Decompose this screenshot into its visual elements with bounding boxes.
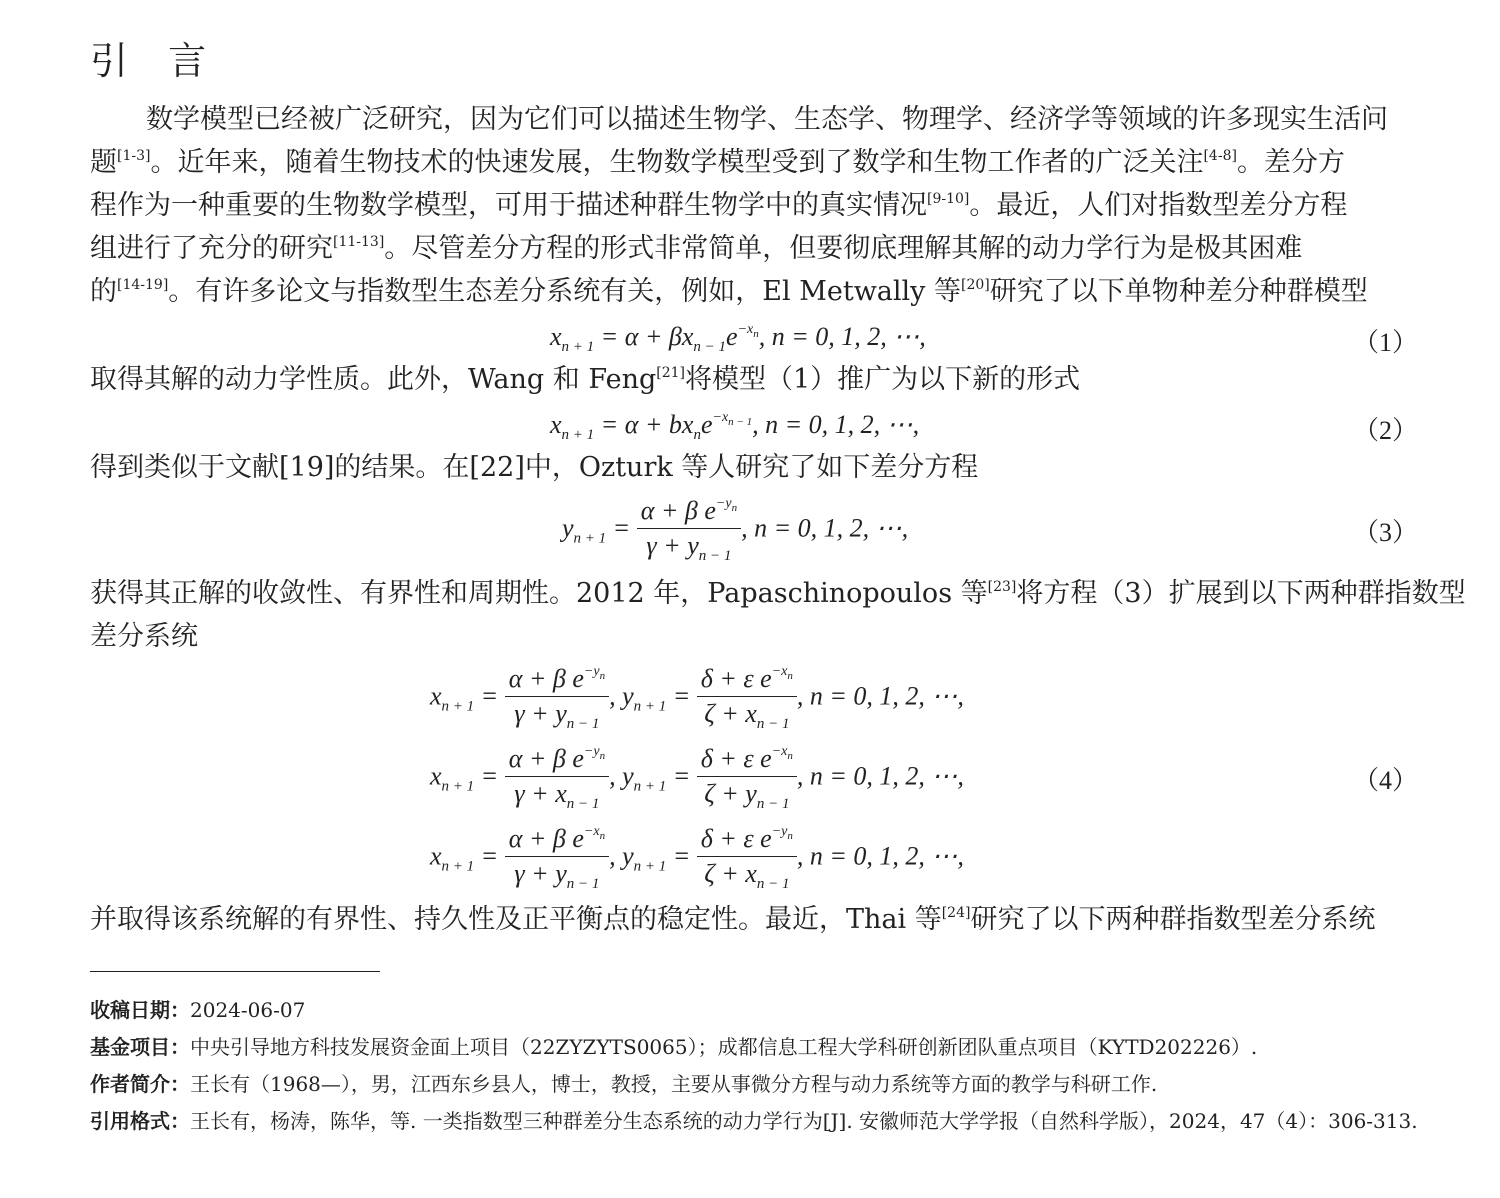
math-expr: α + β e (640, 496, 716, 525)
fraction-numerator (505, 824, 609, 857)
math-expr: γ + y (514, 699, 567, 728)
fraction-denominator (637, 529, 741, 565)
text-span: 获得其正解的收敛性、有界性和周期性。2012 年，Papaschinopoulos 等 (90, 578, 988, 609)
text-line (90, 98, 1418, 141)
math-symbol: y (622, 841, 634, 871)
text-span: 数学模型已经被广泛研究，因为它们可以描述生物学、生态学、物理学、经济学等领域的许多现实生活问 (146, 104, 1388, 135)
text-line: 差分系统 (90, 621, 198, 652)
math-subscript: n − 1 (756, 796, 790, 812)
text-line (90, 270, 1418, 313)
equation-row (430, 744, 964, 813)
math-expr: , (609, 681, 623, 711)
text-span: 的 (90, 276, 117, 307)
footnote-divider (90, 971, 380, 972)
math-expr: = (474, 681, 505, 711)
math-symbol: x (430, 841, 442, 871)
text-span: 。有许多论文与指数型生态差分系统有关，例如，El Metwally 等 (168, 276, 962, 307)
fraction (637, 496, 741, 565)
equation-body (562, 496, 908, 565)
fraction-denominator (505, 777, 609, 813)
text-line (90, 898, 1418, 941)
citation[interactable]: [9-10] (927, 191, 970, 207)
equation-body (550, 410, 919, 444)
footnote-text: 中央引导地方科技发展资金面上项目（22ZYZYTS0065）；成都信息工程大学科研创新团队重点项目（KYTD202226）. (190, 1035, 1258, 1059)
fraction-numerator (505, 744, 609, 777)
math-subscript: n (599, 670, 606, 682)
equation-number: （4） (1352, 766, 1418, 795)
equation-2 (90, 402, 1418, 450)
math-expr: = α + βx (594, 322, 694, 351)
math-subscript: n + 1 (561, 339, 595, 355)
math-subscript: n + 1 (561, 427, 595, 443)
equation-row (430, 824, 964, 893)
text-span: 。尽管差分方程的形式非常简单，但要彻底理解其解的动力学行为是极其困难 (384, 233, 1303, 264)
text-span: 将方程（3）扩展到以下两种群指数型 (1016, 578, 1466, 609)
footnote-label: 收稿日期： (90, 998, 190, 1022)
math-subscript: n + 1 (573, 530, 607, 547)
math-expr: γ + y (646, 531, 699, 560)
fraction-numerator (697, 664, 797, 697)
equation-3 (90, 494, 1418, 566)
text-span: 将模型（1）推广为以下新的形式 (685, 364, 1081, 395)
footnote-text: 2024-06-07 (190, 998, 306, 1022)
math-symbol: e (726, 322, 738, 351)
footnote-funding (90, 1031, 1257, 1060)
math-subscript: n + 1 (441, 858, 475, 875)
fraction-denominator (505, 857, 609, 893)
math-subscript: n − 1 (566, 796, 600, 812)
math-subscript: n − 1 (756, 876, 790, 892)
footnote-text: 王长有，杨涛，陈华，等. 一类指数型三种群差分生态系统的动力学行为[J]. 安徽师范大学学报（自然科学版），2024，47（4）：306-313. (190, 1109, 1418, 1133)
math-symbol: x (550, 410, 562, 439)
text-span: 取得其解的动力学性质。此外，Wang 和 Feng (90, 364, 657, 395)
fraction-denominator (505, 697, 609, 733)
math-subscript: n − 1 (566, 716, 600, 732)
text-line (90, 358, 1418, 401)
text-block (90, 446, 1418, 489)
fraction-denominator (697, 777, 797, 813)
math-subscript: n + 1 (633, 698, 667, 715)
math-subscript: n + 1 (633, 858, 667, 875)
math-expr: = (666, 841, 697, 871)
citation[interactable]: [20] (961, 277, 990, 293)
text-span: 。最近，人们对指数型差分方程 (969, 190, 1348, 221)
equation-number: （3） (1352, 518, 1418, 547)
fraction (697, 824, 797, 893)
footnote-label: 作者简介： (90, 1072, 190, 1096)
footnote-received (90, 994, 305, 1023)
equation-row (430, 664, 964, 733)
math-expr: , n = 0, 1, 2, ⋯, (752, 410, 920, 439)
math-subscript: n − 1 (728, 416, 753, 428)
math-expr: , (609, 841, 623, 871)
math-subscript: n + 1 (441, 778, 475, 795)
math-subscript: n (731, 502, 738, 514)
text-span: 。近年来，随着生物技术的快速发展，生物数学模型受到了数学和生物工作者的广泛关注 (150, 147, 1204, 178)
footnote-label: 引用格式： (90, 1109, 190, 1133)
text-block (90, 898, 1418, 941)
math-subscript: n + 1 (441, 698, 475, 715)
text-span: 程作为一种重要的生物数学模型，可用于描述种群生物学中的真实情况 (90, 190, 927, 221)
footnote-text: 王长有（1968—），男，江西东乡县人，博士，教授，主要从事微分方程与动力系统等方面的教学与科研工作. (190, 1072, 1158, 1096)
math-expr: δ + ε e (700, 744, 772, 773)
math-expr: ζ + x (704, 859, 757, 888)
footnote-label: 基金项目： (90, 1035, 190, 1059)
math-symbol: x (430, 681, 442, 711)
math-symbol: x (430, 761, 442, 791)
text-line (90, 141, 1418, 184)
fraction-numerator (637, 496, 741, 529)
math-expr: δ + ε e (700, 664, 772, 693)
text-span: 组进行了充分的研究 (90, 233, 333, 264)
math-symbol: e (700, 410, 713, 439)
math-exponent: −x (583, 824, 600, 839)
math-expr: = α + bx (594, 410, 694, 439)
math-expr: , n = 0, 1, 2, ⋯, (758, 322, 926, 351)
math-expr: , n = 0, 1, 2, ⋯, (796, 841, 964, 871)
math-subscript: n (787, 830, 793, 842)
math-symbol: x (550, 322, 562, 351)
citation[interactable]: [24] (941, 905, 971, 921)
math-expr: α + β e (508, 744, 584, 773)
equation-1 (90, 314, 1418, 362)
math-expr: ζ + x (704, 699, 757, 728)
text-block (90, 358, 1418, 401)
math-subscript: n (753, 328, 759, 340)
math-expr: , n = 0, 1, 2, ⋯, (741, 513, 909, 543)
math-expr: δ + ε e (700, 824, 772, 853)
math-exponent: −x (737, 322, 754, 337)
text-line (90, 572, 1466, 615)
math-expr: = (612, 513, 637, 543)
citation[interactable]: [11-13] (333, 234, 385, 250)
footnote-author (90, 1068, 1157, 1097)
citation[interactable]: [14-19] (117, 277, 169, 293)
math-expr: = (474, 841, 505, 871)
math-symbol: y (622, 761, 634, 791)
math-expr: , n = 0, 1, 2, ⋯, (796, 681, 964, 711)
section-heading: 引 言 (90, 39, 221, 83)
fraction (697, 744, 797, 813)
math-exponent: −y (771, 824, 788, 839)
fraction (505, 664, 609, 733)
math-expr: γ + y (514, 859, 567, 888)
text-span: 并取得该系统解的有界性、持久性及正平衡点的稳定性。最近，Thai 等 (90, 904, 942, 935)
text-span: 研究了以下单物种差分种群模型 (989, 276, 1368, 307)
math-expr: ζ + y (704, 779, 757, 808)
math-exponent: −y (715, 496, 732, 511)
fraction-numerator (697, 824, 797, 857)
math-subscript: n (599, 750, 606, 762)
math-subscript: n − 1 (756, 716, 790, 732)
text-block (90, 572, 1466, 658)
text-line (90, 184, 1418, 227)
math-subscript: n + 1 (633, 778, 667, 795)
math-subscript: n (787, 750, 793, 762)
math-subscript: n (787, 670, 793, 682)
math-symbol: y (622, 681, 634, 711)
math-subscript: n − 1 (693, 339, 727, 355)
text-span: 。差分方 (1236, 147, 1345, 178)
math-exponent: −x (771, 744, 788, 759)
math-exponent: −y (583, 744, 600, 759)
math-expr: , (609, 761, 623, 791)
text-line: 得到类似于文献[19]的结果。在[22]中，Ozturk 等人研究了如下差分方程 (90, 452, 979, 483)
math-expr: γ + x (514, 779, 567, 808)
fraction-numerator (505, 664, 609, 697)
math-expr: = (666, 761, 697, 791)
footnote-citation (90, 1105, 1418, 1134)
fraction-denominator (697, 697, 797, 733)
fraction (697, 664, 797, 733)
math-exponent: −y (583, 664, 600, 679)
equation-number: （2） (1352, 416, 1418, 445)
citation[interactable]: [23] (987, 579, 1017, 595)
math-expr: α + β e (508, 824, 584, 853)
math-subscript: n (599, 830, 606, 842)
math-symbol: y (562, 513, 574, 543)
math-expr: α + β e (508, 664, 584, 693)
fraction-numerator (697, 744, 797, 777)
equation-number: （1） (1352, 328, 1418, 357)
text-span: 题 (90, 147, 117, 178)
text-line (90, 227, 1418, 270)
fraction-denominator (697, 857, 797, 893)
text-span: 研究了以下两种群指数型差分系统 (970, 904, 1376, 935)
citation[interactable]: [21] (656, 365, 685, 381)
fraction (505, 744, 609, 813)
math-subscript: n − 1 (698, 548, 732, 564)
math-subscript: n − 1 (566, 876, 600, 892)
math-subscript: n (693, 427, 701, 443)
intro-paragraph (90, 98, 1418, 313)
math-expr: = (474, 761, 505, 791)
fraction (505, 824, 609, 893)
math-expr: , n = 0, 1, 2, ⋯, (796, 761, 964, 791)
citation[interactable]: [1-3] (117, 148, 151, 164)
math-exponent: −x (771, 664, 788, 679)
math-expr: = (666, 681, 697, 711)
equation-body (550, 322, 926, 356)
citation[interactable]: [4-8] (1203, 148, 1237, 164)
math-exponent: −x (712, 410, 729, 425)
